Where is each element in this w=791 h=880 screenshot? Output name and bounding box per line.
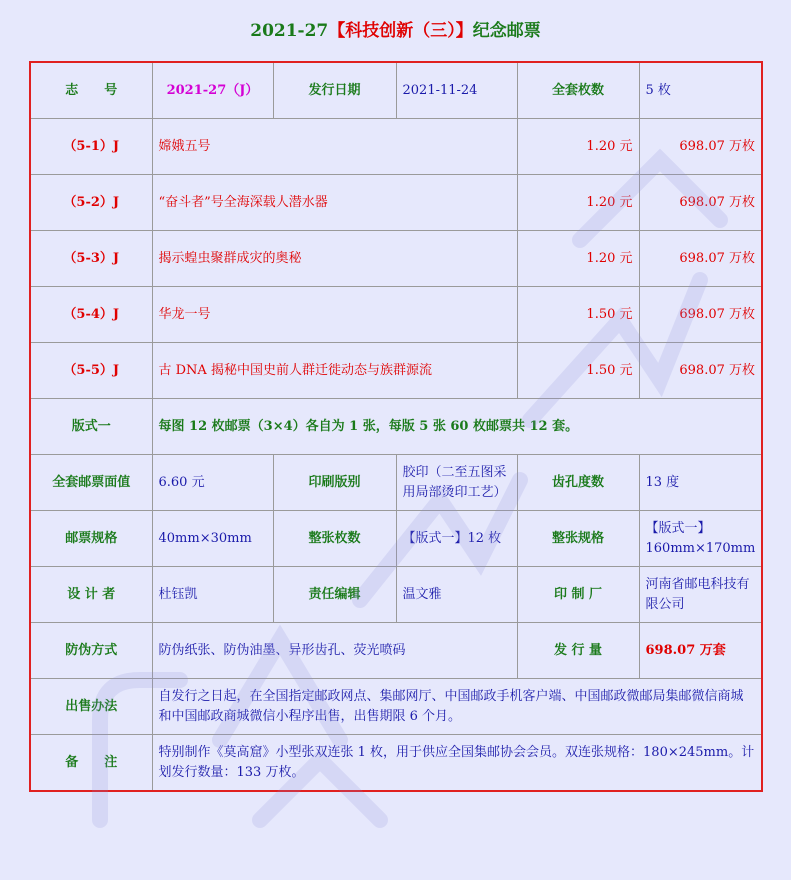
spec-row — [30, 567, 762, 623]
face-value: 6.60 元 — [152, 455, 273, 511]
title-tail: 纪念邮票 — [472, 21, 541, 41]
label-sale-method: 出售办法 — [30, 679, 152, 735]
label-issue-date: 发行日期 — [273, 62, 396, 119]
print-method: 胶印（二至五图采用局部烫印工艺） — [396, 455, 517, 511]
format-row — [30, 399, 762, 455]
editor: 温文雅 — [396, 567, 517, 623]
label-printer: 印 制 厂 — [517, 567, 639, 623]
set-count: 5 枚 — [639, 62, 762, 119]
label-security: 防伪方式 — [30, 623, 152, 679]
stamp-row-qty: 698.07 万枚 — [639, 343, 762, 399]
stamp-row-qty: 698.07 万枚 — [639, 287, 762, 343]
notes-row — [30, 735, 762, 792]
page-title — [0, 14, 791, 48]
stamp-row — [30, 175, 762, 231]
title-name: 【科技创新（三）】 — [328, 21, 473, 41]
stamp-row-name: 嫦娥五号 — [152, 119, 517, 175]
stamp-row-price: 1.50 元 — [517, 287, 639, 343]
label-format: 版式一 — [30, 399, 152, 455]
header-row — [30, 62, 762, 119]
title-number: 2021-27 — [250, 21, 329, 41]
sheet-size-dimensions: 160mm×170mm — [645, 540, 756, 556]
spec-row — [30, 455, 762, 511]
sheet-size-format: 【版式一】 — [645, 520, 711, 536]
stamp-row — [30, 343, 762, 399]
stamp-row-qty: 698.07 万枚 — [639, 119, 762, 175]
stamp-row-price: 1.50 元 — [517, 343, 639, 399]
stamp-row — [30, 231, 762, 287]
stamp-row-name: “奋斗者”号全海深载人潜水器 — [152, 175, 517, 231]
label-face-value: 全套邮票面值 — [30, 455, 152, 511]
label-stamp-size: 邮票规格 — [30, 511, 152, 567]
stamp-row — [30, 287, 762, 343]
label-notes: 备 注 — [30, 735, 152, 792]
label-sheet-count: 整张枚数 — [273, 511, 396, 567]
stamp-info-table — [29, 61, 763, 792]
sheet-size — [639, 511, 762, 567]
stamp-row-name: 华龙一号 — [152, 287, 517, 343]
stamp-row-price: 1.20 元 — [517, 175, 639, 231]
stamp-row-price: 1.20 元 — [517, 231, 639, 287]
perforation: 13 度 — [639, 455, 762, 511]
label-code: 志 号 — [30, 62, 152, 119]
issue-date: 2021-11-24 — [396, 62, 517, 119]
stamp-row-code: （5-1）J — [30, 119, 152, 175]
stamp-row — [30, 119, 762, 175]
stamp-row-qty: 698.07 万枚 — [639, 175, 762, 231]
label-perforation: 齿孔度数 — [517, 455, 639, 511]
spec-row — [30, 511, 762, 567]
format-value: 每图 12 枚邮票（3×4）各自为 1 张，每版 5 张 60 枚邮票共 12 套。 — [152, 399, 762, 455]
security-features: 防伪纸张、防伪油墨、异形齿孔、荧光喷码 — [152, 623, 517, 679]
stamp-row-code: （5-5）J — [30, 343, 152, 399]
notes: 特别制作《莫高窟》小型张双连张 1 枚，用于供应全国集邮协会会员。双连张规格：180×245mm。计划发行数量：133 万枚。 — [152, 735, 762, 792]
designer: 杜钰凯 — [152, 567, 273, 623]
label-editor: 责任编辑 — [273, 567, 396, 623]
label-designer: 设 计 者 — [30, 567, 152, 623]
stamp-row-name: 古 DNA 揭秘中国史前人群迁徙动态与族群源流 — [152, 343, 517, 399]
sale-row — [30, 679, 762, 735]
label-print-method: 印刷版别 — [273, 455, 396, 511]
printer: 河南省邮电科技有限公司 — [639, 567, 762, 623]
label-issue-quantity: 发 行 量 — [517, 623, 639, 679]
stamp-size: 40mm×30mm — [152, 511, 273, 567]
stamp-row-name: 揭示蝗虫聚群成灾的奥秘 — [152, 231, 517, 287]
stamp-row-code: （5-3）J — [30, 231, 152, 287]
stamp-row-qty: 698.07 万枚 — [639, 231, 762, 287]
spec-row — [30, 623, 762, 679]
issue-quantity: 698.07 万套 — [639, 623, 762, 679]
stamp-row-code: （5-2）J — [30, 175, 152, 231]
sheet-count: 【版式一】12 枚 — [396, 511, 517, 567]
stamp-code: 2021-27（J） — [152, 62, 273, 119]
stamp-row-price: 1.20 元 — [517, 119, 639, 175]
stamp-row-code: （5-4）J — [30, 287, 152, 343]
sale-method: 自发行之日起，在全国指定邮政网点、集邮网厅、中国邮政手机客户端、中国邮政微邮局集邮微信商城和中国邮政商城微信小程序出售，出售期限 6 个月。 — [152, 679, 762, 735]
label-sheet-size: 整张规格 — [517, 511, 639, 567]
label-set-count: 全套枚数 — [517, 62, 639, 119]
